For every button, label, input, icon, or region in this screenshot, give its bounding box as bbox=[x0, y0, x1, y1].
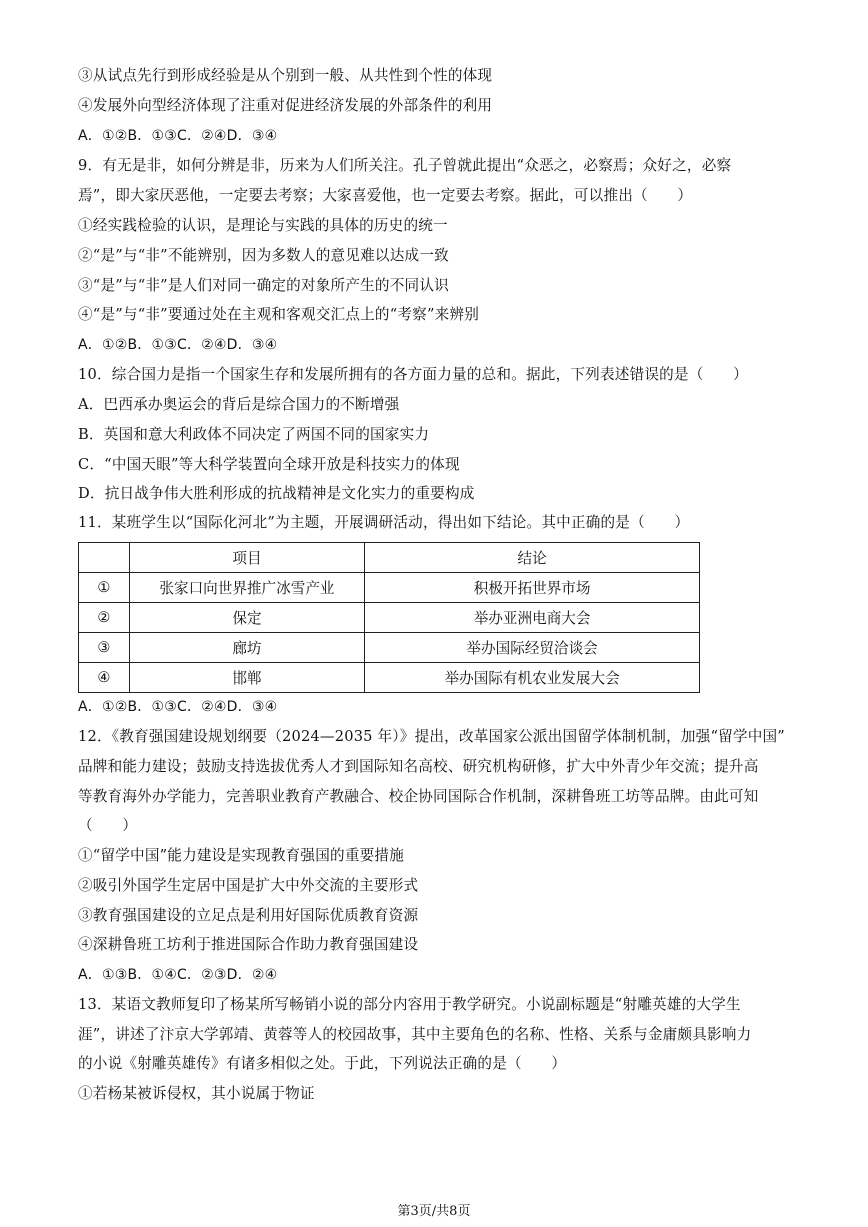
table-cell: 积极开拓世界市场 bbox=[365, 573, 700, 603]
text-line: ④发展外向型经济体现了注重对促进经济发展的外部条件的利用 bbox=[78, 97, 493, 114]
table-header-cell: 结论 bbox=[365, 543, 700, 573]
text-line: ④“是”与“非”要通过处在主观和客观交汇点上的“考察”来辨别 bbox=[78, 306, 480, 323]
text-line: ①“留学中国”能力建设是实现教育强国的重要措施 bbox=[78, 847, 404, 864]
question-12: 12．《教育强国建设规划纲要（2024—2035 年）》提出，改革国家公派出国留学体制机制，加强“留学中国” bbox=[78, 728, 785, 745]
text-line: ③教育强国建设的立足点是利用好国际优质教育资源 bbox=[78, 907, 419, 924]
table-cell: 张家口向世界推广冰雪产业 bbox=[129, 573, 364, 603]
page-number: 第3页/共8页 bbox=[397, 1204, 471, 1219]
text-line: D．抗日战争伟大胜利形成的抗战精神是文化实力的重要构成 bbox=[78, 485, 475, 502]
text-line: ③从试点先行到形成经验是从个别到一般、从共性到个性的体现 bbox=[78, 67, 493, 84]
table-row bbox=[79, 573, 700, 603]
table-cell: 邯郸 bbox=[129, 663, 364, 693]
table-row bbox=[79, 663, 700, 693]
table-cell: 举办国际经贸洽谈会 bbox=[365, 633, 700, 663]
text-line: （ ） bbox=[78, 817, 138, 834]
table-cell: ① bbox=[79, 573, 130, 603]
text-line: ④深耕鲁班工坊利于推进国际合作助力教育强国建设 bbox=[78, 936, 419, 953]
question-13: 13．某语文教师复印了杨某所写畅销小说的部分内容用于教学研究。小说副标题是“射雕英雄的大学生 bbox=[78, 996, 741, 1013]
text-line: 涯”，讲述了汴京大学郭靖、黄蓉等人的校园故事，其中主要角色的名称、性格、关系与金庸颇具影响力 bbox=[78, 1026, 752, 1043]
table-cell: 举办国际有机农业发展大会 bbox=[365, 663, 700, 693]
text-line: C．“中国天眼”等大科学装置向全球开放是科技实力的体现 bbox=[78, 456, 460, 473]
table-cell: 举办亚洲电商大会 bbox=[365, 603, 700, 633]
table-row bbox=[79, 633, 700, 663]
text-line: ①经实践检验的认识，是理论与实践的具体的历史的统一 bbox=[78, 217, 448, 234]
table-cell: 廊坊 bbox=[129, 633, 364, 663]
answer-choices: A．①②B．①③C．②④D．③④ bbox=[78, 337, 278, 353]
survey-table bbox=[78, 542, 700, 693]
question-10: 10．综合国力是指一个国家生存和发展所拥有的各方面力量的总和。据此，下列表述错误的是（ ） bbox=[78, 366, 748, 383]
text-line: 等教育海外办学能力，完善职业教育产教融合、校企协同国际合作机制，深耕鲁班工坊等品牌。由此可知 bbox=[78, 788, 759, 805]
answer-choices: A．①③B．①④C．②③D．②④ bbox=[78, 967, 278, 983]
text-line: ①若杨某被诉侵权，其小说属于物证 bbox=[78, 1085, 315, 1102]
answer-choices: A．①②B．①③C．②④D．③④ bbox=[78, 128, 278, 144]
text-line: 的小说《射雕英雄传》有诸多相似之处。于此，下列说法正确的是（ ） bbox=[78, 1055, 567, 1072]
table-cell: 保定 bbox=[129, 603, 364, 633]
table-header-row bbox=[79, 543, 700, 573]
table-cell: ③ bbox=[79, 633, 130, 663]
answer-choices: A．①②B．①③C．②④D．③④ bbox=[78, 699, 278, 715]
text-line: ③“是”与“非”是人们对同一确定的对象所产生的不同认识 bbox=[78, 277, 449, 294]
text-line: B．英国和意大利政体不同决定了两国不同的国家实力 bbox=[78, 426, 430, 443]
table-cell: ② bbox=[79, 603, 130, 633]
text-line: 品牌和能力建设；鼓励支持选拔优秀人才到国际知名高校、研究机构研修，扩大中外青少年交流；提升高 bbox=[78, 758, 759, 775]
table-row bbox=[79, 603, 700, 633]
table-header-cell bbox=[79, 543, 130, 573]
text-line: A．巴西承办奥运会的背后是综合国力的不断增强 bbox=[78, 396, 400, 413]
text-line: ②“是”与“非”不能辨别，因为多数人的意见难以达成一致 bbox=[78, 247, 449, 264]
question-9: 9．有无是非，如何分辨是非，历来为人们所关注。孔子曾就此提出“众恶之，必察焉；众好之，必察 bbox=[78, 157, 732, 174]
text-line: ②吸引外国学生定居中国是扩大中外交流的主要形式 bbox=[78, 877, 419, 894]
table-header-cell: 项目 bbox=[129, 543, 364, 573]
table-cell: ④ bbox=[79, 663, 130, 693]
question-11: 11．某班学生以“国际化河北”为主题，开展调研活动，得出如下结论。其中正确的是（ ） bbox=[78, 514, 690, 531]
text-line: 焉”，即大家厌恶他，一定要去考察；大家喜爱他，也一定要去考察。据此，可以推出（ ） bbox=[78, 187, 693, 204]
